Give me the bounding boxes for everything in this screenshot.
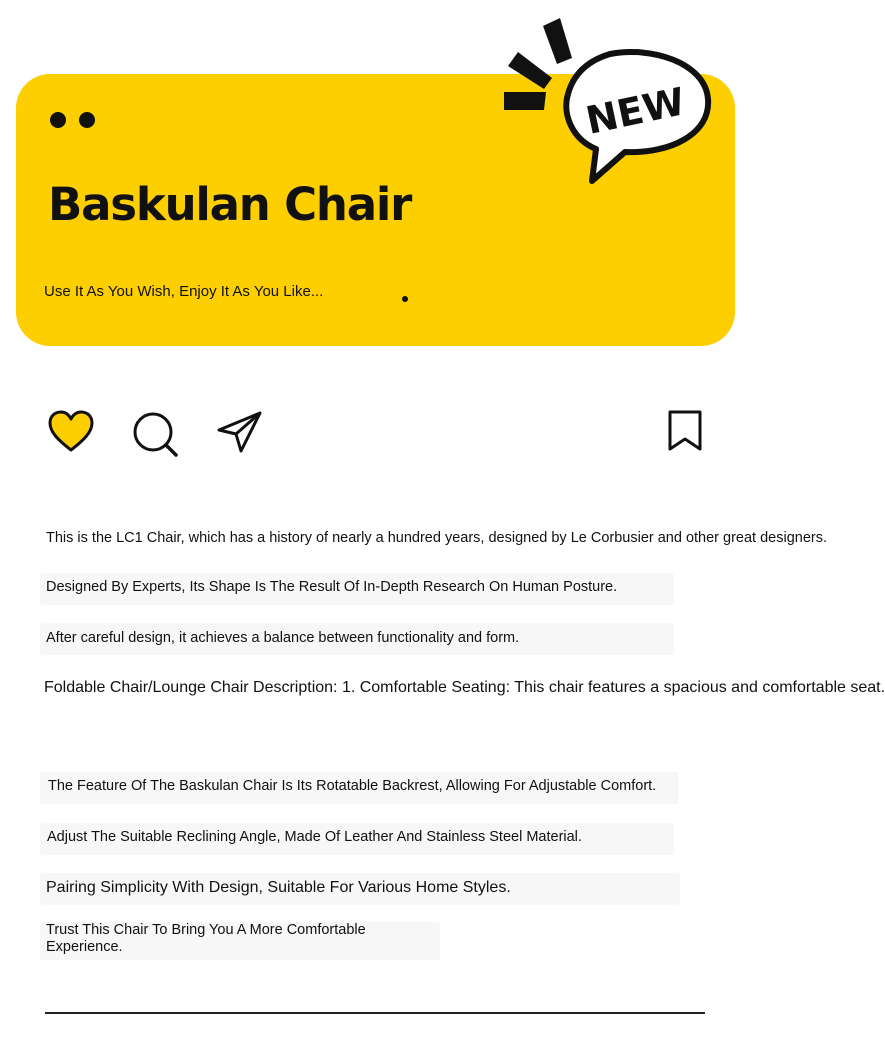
description-line: This is the LC1 Chair, which has a history of nearly a hundred years, designed by Le Corbusier and other great designers.	[46, 530, 828, 546]
description-line: Foldable Chair/Lounge Chair Description: 1. Comfortable Seating: This chair features a spacious and comfortable seat.	[44, 679, 885, 696]
hero-subtitle: Use It As You Wish, Enjoy It As You Like...	[44, 283, 324, 300]
divider	[45, 1012, 705, 1014]
page-title: Baskulan Chair	[48, 178, 412, 231]
badge-text: NEW	[582, 79, 689, 143]
description-line: Pairing Simplicity With Design, Suitable For Various Home Styles.	[46, 879, 511, 896]
search-icon[interactable]	[132, 411, 180, 459]
description-line: Adjust The Suitable Reclining Angle, Made Of Leather And Stainless Steel Material.	[47, 829, 582, 845]
description-line: The Feature Of The Baskulan Chair Is Its Rotatable Backrest, Allowing For Adjustable Comfort.	[48, 778, 657, 794]
decorative-dot-small	[402, 296, 408, 302]
new-badge	[500, 14, 715, 189]
description-line: Designed By Experts, Its Shape Is The Result Of In-Depth Research On Human Posture.	[46, 579, 618, 595]
description-line: Trust This Chair To Bring You A More Comfortable	[46, 922, 366, 938]
bookmark-icon[interactable]	[667, 410, 703, 452]
heart-icon[interactable]	[48, 410, 94, 454]
send-icon[interactable]	[217, 410, 263, 454]
decorative-dot	[79, 112, 95, 128]
burst-lines-icon	[504, 18, 572, 110]
decorative-dot	[50, 112, 66, 128]
description-line: After careful design, it achieves a balance between functionality and form.	[46, 630, 520, 646]
description-line: Experience.	[46, 939, 123, 955]
